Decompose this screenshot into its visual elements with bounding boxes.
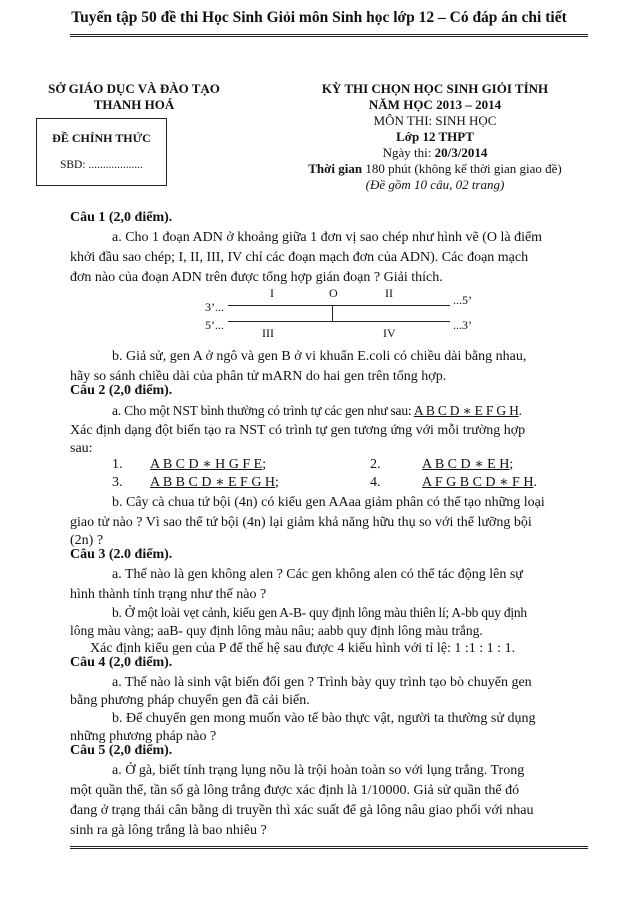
q2-b-line1: b. Cây cà chua tứ bội (4n) có kiểu gen AAaa giảm phân có thể tạo những loại xyxy=(112,495,545,510)
school-year: NĂM HỌC 2013 – 2014 xyxy=(368,97,502,112)
q4-a-line1: a. Thế nào là sinh vật biến đổi gen ? Trình bày quy trình tạo bò chuyển gen xyxy=(112,675,532,690)
q4-a-line2: bằng phương pháp chuyển gen đã cải biến. xyxy=(70,693,310,708)
q1-a-line3: đơn nào của đoạn ADN trên được tổng hợp gián đoạn ? Giải thích. xyxy=(70,270,443,285)
dna-bottom-strand xyxy=(228,321,450,322)
q5-a-line1: a. Ở gà, biết tính trạng lụng nõu là trội hoàn toàn so với lụng trắng. Trong xyxy=(112,763,525,778)
case-number: 1. xyxy=(112,457,123,472)
segment-label-iii: III xyxy=(262,326,274,340)
segment-label-ii: II xyxy=(385,286,393,300)
province-name: THANH HOÁ xyxy=(93,97,175,112)
q2-a-line1: a. Cho một NST bình thường có trình tự các gen như sau: A B C D ∗ E F G H. xyxy=(112,403,522,418)
origin-marker xyxy=(332,305,333,321)
q1-a-line1: a. Cho 1 đoạn ADN ở khoảng giữa 1 đơn vị sao chép như hình vẽ (O là điểm xyxy=(112,230,543,245)
q2-title: Câu 2 (2,0 điểm). xyxy=(70,383,173,398)
header-rule xyxy=(70,34,588,37)
exam-title: KỲ THI CHỌN HỌC SINH GIỎI TỈNH xyxy=(321,81,549,96)
q3-title: Câu 3 (2.0 điểm). xyxy=(70,547,173,562)
segment-label-i: I xyxy=(270,286,274,300)
pages-note: (Đề gồm 10 câu, 02 trang) xyxy=(365,177,505,192)
strand-top-left: 3’... xyxy=(205,300,224,314)
subject: MÔN THI: SINH HỌC xyxy=(373,113,497,128)
q2-a-line3: sau: xyxy=(70,441,93,456)
q1-a-line2: khởi đầu sao chép; I, II, III, IV chỉ các đoạn mạch đơn của ADN). Các đoạn mạch xyxy=(70,250,529,265)
department-name: SỞ GIÁO DỤC VÀ ĐÀO TẠO xyxy=(48,81,220,96)
q1-title: Câu 1 (2,0 điểm). xyxy=(70,210,173,225)
case-sequence: A B C D ∗ H G F E; xyxy=(150,457,267,472)
q5-a-line4: sinh ra gà lông trắng là bao nhiêu ? xyxy=(70,823,267,838)
exam-duration: Thời gian 180 phút (không kể thời gian giao đề) xyxy=(308,161,562,176)
strand-bottom-right: ...3’ xyxy=(453,318,472,332)
case-number: 2. xyxy=(370,457,381,472)
q4-b-line2: những phương pháp nào ? xyxy=(70,729,217,744)
sbd-field: SBD: ................... xyxy=(59,159,144,171)
official-label: ĐỀ CHÍNH THỨC xyxy=(52,131,151,145)
q1-b-line1: b. Giả sử, gen A ở ngô và gen B ở vi khuẩn E.coli có chiều dài bằng nhau, xyxy=(112,349,527,364)
footer-rule xyxy=(70,846,588,849)
q5-title: Câu 5 (2,0 điểm). xyxy=(70,743,173,758)
q2-a-line2: Xác định dạng đột biến tạo ra NST có trình tự gen tương ứng với mỗi trường hợp xyxy=(70,423,526,438)
segment-label-iv: IV xyxy=(383,326,396,340)
q3-b-line3: Xác định kiểu gen của P để thế hệ sau được 4 kiểu hình với tỉ lệ: 1 :1 : 1 : 1. xyxy=(90,641,516,656)
grade: Lớp 12 THPT xyxy=(396,129,474,144)
case-sequence: A F G B C D ∗ F H. xyxy=(422,475,537,490)
case-sequence: A B B C D ∗ E F G H; xyxy=(150,475,279,490)
exam-date: Ngày thi: 20/3/2014 xyxy=(382,145,488,160)
q3-b-line1: b. Ở một loài vẹt cảnh, kiểu gen A-B- quy định lông màu thiên lí; A-bb quy định xyxy=(112,605,527,620)
dna-top-strand xyxy=(228,305,450,306)
q5-a-line2: một quần thể, tần số gà lông trắng được xác định là 1/10000. Giả sử quần thể đó xyxy=(70,783,520,798)
origin-label: O xyxy=(329,286,338,300)
q4-title: Câu 4 (2,0 điểm). xyxy=(70,655,173,670)
q3-a-line2: hình thành tính trạng như thế nào ? xyxy=(70,587,267,602)
q2-b-line3: (2n) ? xyxy=(70,533,104,548)
case-sequence: A B C D ∗ E H; xyxy=(422,457,514,472)
q1-b-line2: hãy so sánh chiều dài của phân tử mARN do hai gen trên tổng hợp. xyxy=(70,369,447,384)
case-number: 3. xyxy=(112,475,123,490)
q3-a-line1: a. Thế nào là gen không alen ? Các gen không alen có thể tác động lên sự xyxy=(112,567,523,582)
strand-bottom-left: 5’... xyxy=(205,318,224,332)
strand-top-right: ...5’ xyxy=(453,293,472,307)
running-head: Tuyển tập 50 đề thi Học Sinh Giỏi môn Sinh học lớp 12 – Có đáp án chi tiết xyxy=(71,9,567,26)
q2-b-line2: giao tử nào ? Vì sao thể tứ bội (4n) lại giảm khả năng hữu thụ so với thể lưỡng bội xyxy=(70,515,532,530)
q3-b-line2: lông màu vàng; aaB- quy định lông màu nâu; aabb quy định lông màu trắng. xyxy=(70,623,483,638)
q4-b-line1: b. Để chuyển gen mong muốn vào tế bào thực vật, người ta thường sử dụng xyxy=(112,711,536,726)
q5-a-line3: đang ở trạng thái cân bằng di truyền thì xác suất để gà lông nâu giao phối với nhau xyxy=(70,803,534,818)
case-number: 4. xyxy=(370,475,381,490)
official-box xyxy=(36,118,167,186)
